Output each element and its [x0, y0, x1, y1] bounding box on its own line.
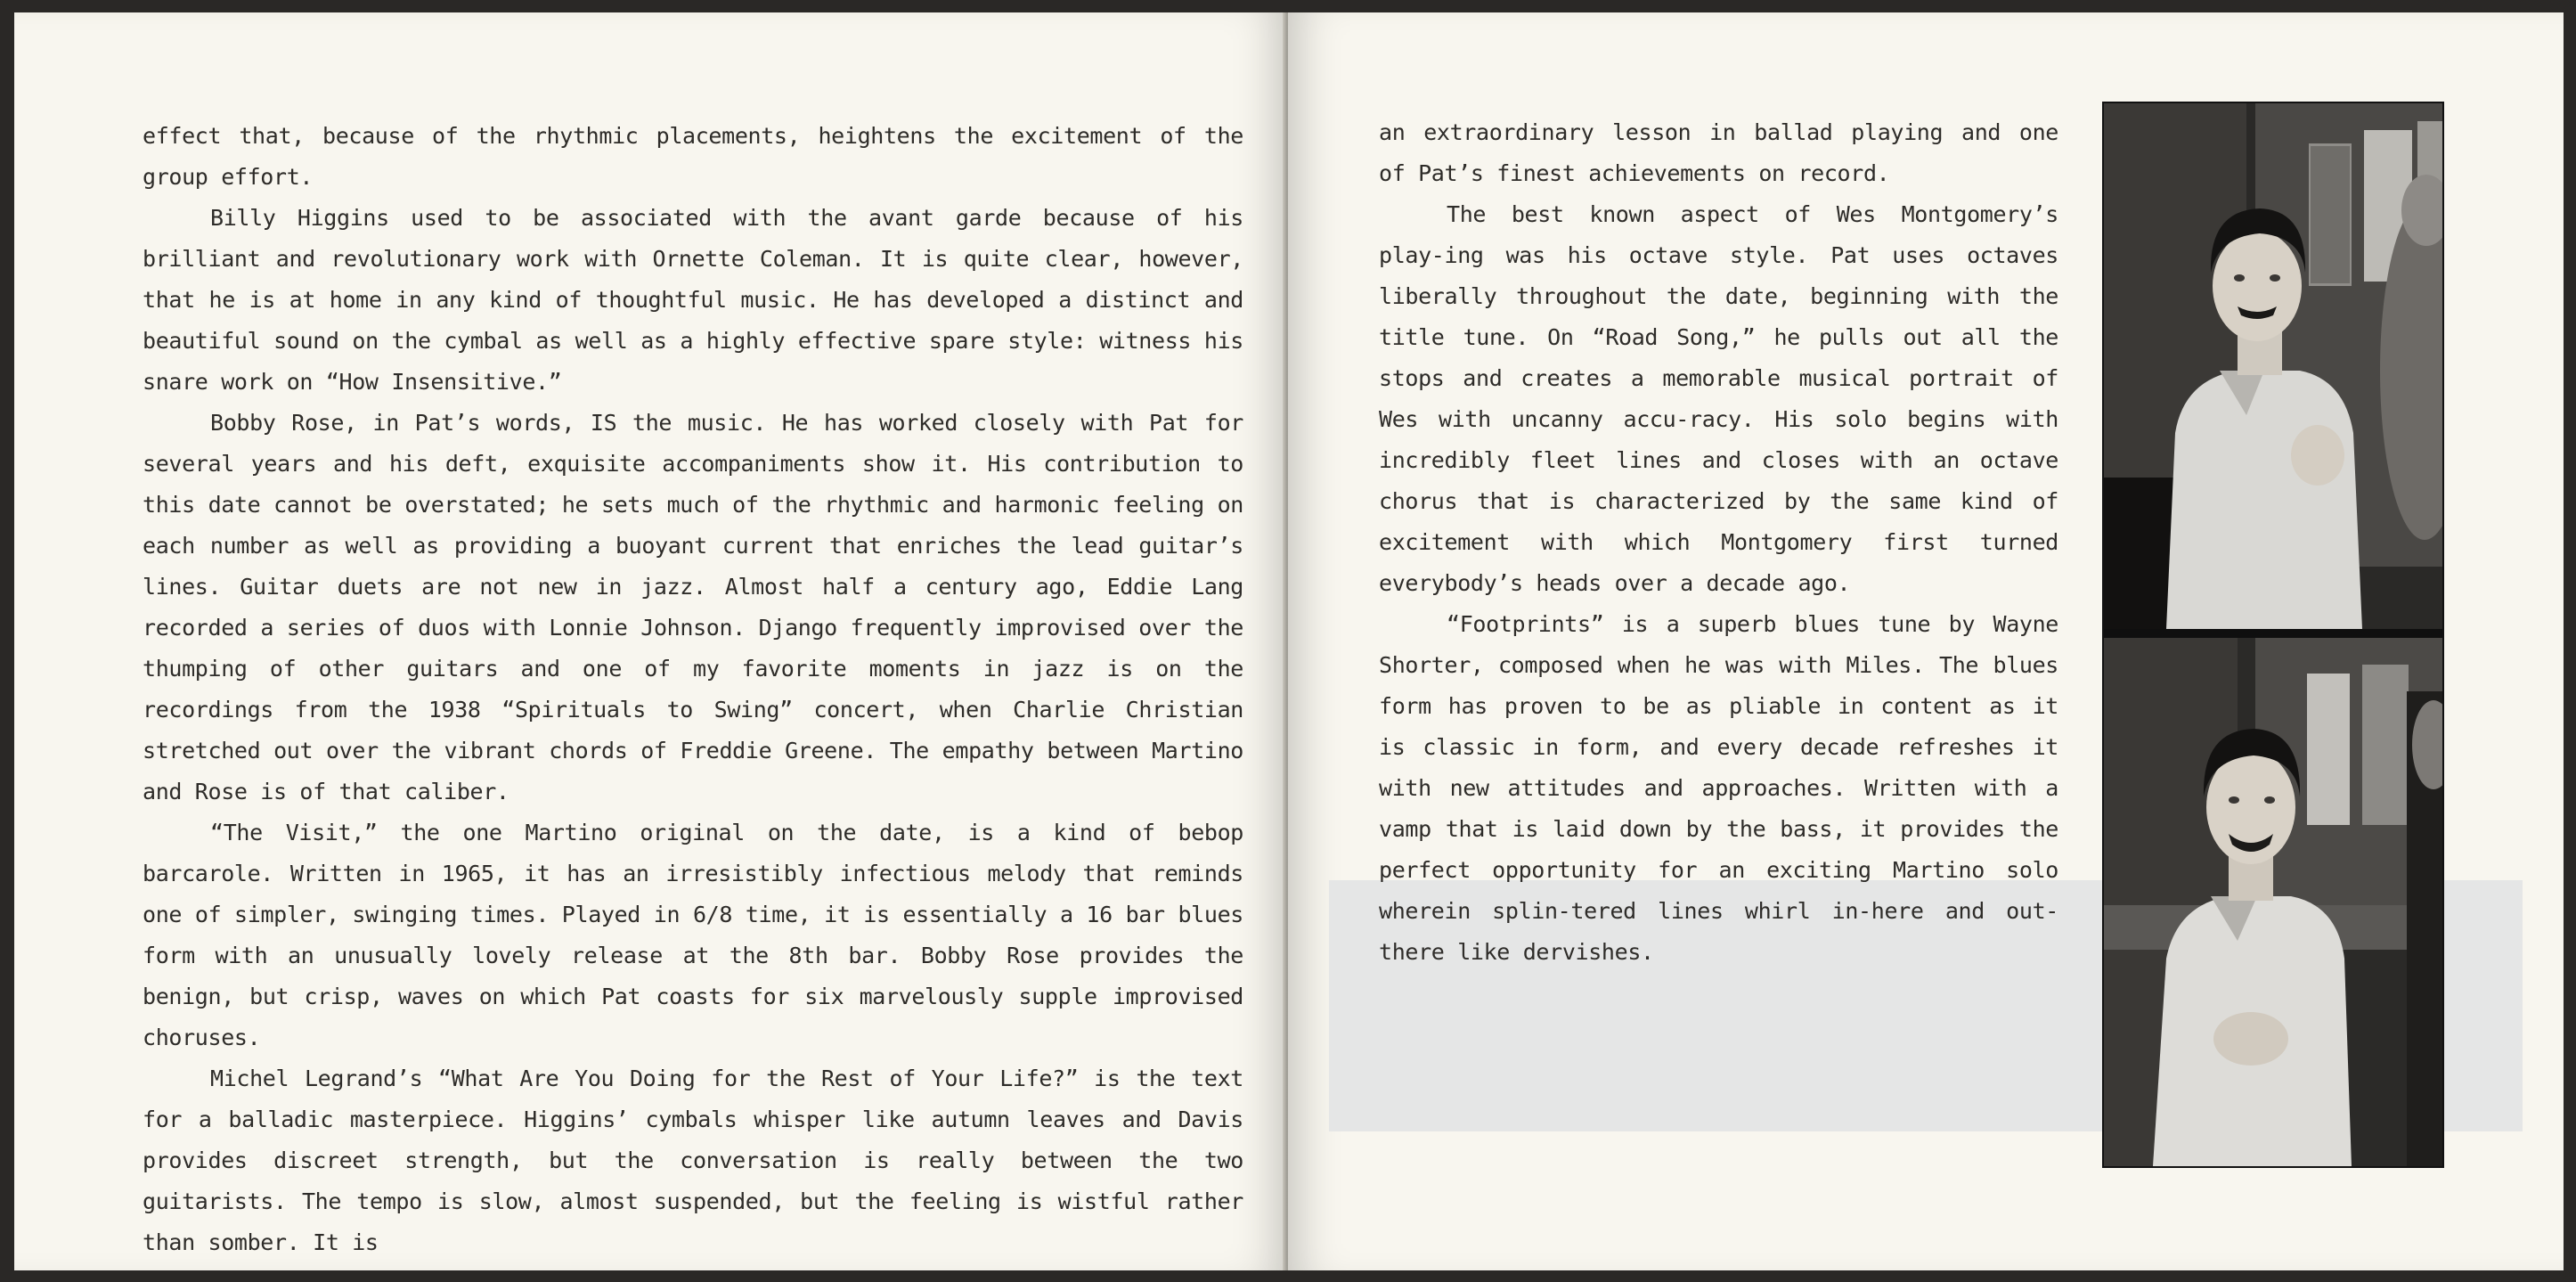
- right-page-text: [1379, 112, 2058, 973]
- photo-frame-divider: [2104, 629, 2442, 638]
- paragraph-wes-montgomery: The best known aspect of Wes Montgomery’s play-ing was his octave style. Pat uses octaves liberally throughout the date, beginning with the title tune. On “Road Song,” he pulls out all the stops and creates a memorable musical portrait of Wes with uncanny accu-racy. His solo begins with incredibly fleet lines and closes with an octave chorus that is characterized by the same kind of excitement with which Montgomery first turned everybody’s heads over a decade ago.: [1379, 201, 2058, 596]
- paragraph-the-visit: “The Visit,” the one Martino original on the date, is a kind of bebop barcarole. Written in 1965, it has an irresistibly infectious melody that reminds one of simpler, swinging times. Played in 6/8 time, it is essentially a 16 bar blues form with an unusually lovely release at the 8th bar. Bobby Rose provides the benign, but crisp, waves on which Pat coasts for six marvelously supple improvised choruses.: [143, 820, 1243, 1050]
- paragraph-michel-legrand: Michel Legrand’s “What Are You Doing for the Rest of Your Life?” is the text for a balladic masterpiece. Higgins’ cymbals whisper like autumn leaves and Davis provides discreet strength, but the conversation is really between the two guitarists. The tempo is slow, almost suspended, but the feeling is wistful rather than somber. It is: [143, 1066, 1243, 1255]
- photo-guitarist-smiling-image: [2104, 638, 2442, 1166]
- paragraph-bobby-rose: Bobby Rose, in Pat’s words, IS the music. He has worked closely with Pat for several years and his deft, exquisite accompaniments show it. His contribution to this date cannot be overstated; he sets much of the rhythmic and harmonic feeling on each number as well as providing a buoyant current that enriches the lead guitar’s lines. Guitar duets are not new in jazz. Almost half a century ago, Eddie Lang recorded a series of duos with Lonnie Johnson. Django frequently improvised over the thumping of other guitars and one of my favorite moments in jazz is on the recordings from the 1938 “Spirituals to Swing” concert, when Charlie Christian stretched out over the vibrant chords of Freddie Greene. The empathy between Martino and Rose is of that caliber.: [143, 410, 1243, 804]
- right-page: [1288, 12, 2564, 1270]
- left-page-text: [143, 116, 1243, 1263]
- paragraph-billy-higgins: Billy Higgins used to be associated with the avant garde because of his brilliant and revolutionary work with Ornette Coleman. It is quite clear, however, that he is at home in any kind of thoughtful music. He has developed a distinct and beautiful sound on the cymbal as well as a highly effective spare style: witness his snare work on “How Insensitive.”: [143, 205, 1243, 395]
- paragraph-group-effort: effect that, because of the rhythmic placements, heightens the excitement of the group effort.: [143, 123, 1243, 190]
- photo-guitarist-talking-image: [2104, 103, 2442, 629]
- paragraph-footprints: “Footprints” is a superb blues tune by Wayne Shorter, composed when he was with Miles. The blues form has proven to be as pliable in content as it is classic in form, and every decade refreshes it with new attitudes and approaches. Written with a vamp that is laid down by the bass, it provides the perfect opportunity for an exciting Martino solo wherein splin-tered lines whirl in-here and out-there like dervishes.: [1379, 611, 2058, 965]
- photo-frame-bottom: [2104, 638, 2442, 1166]
- photo-strip: [2102, 102, 2444, 1168]
- left-page: [14, 12, 1286, 1270]
- paragraph-ballad-lesson: an extraordinary lesson in ballad playing and one of Pat’s finest achievements on record.: [1379, 119, 2058, 186]
- photo-frame-top: [2104, 103, 2442, 629]
